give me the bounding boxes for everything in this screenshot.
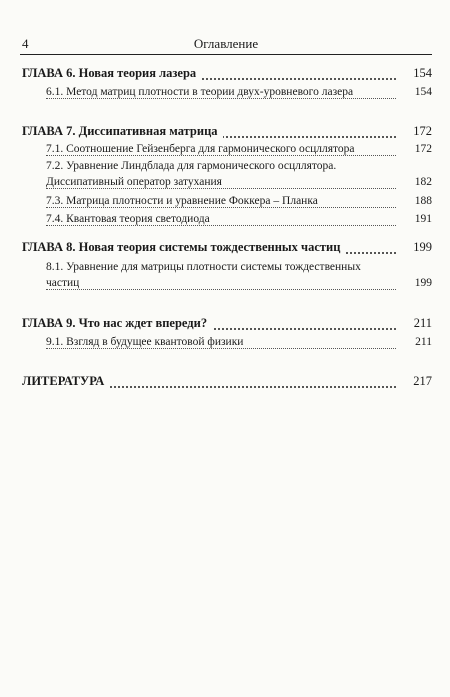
- leader-dots: [46, 348, 396, 349]
- toc-title: ЛИТЕРАТУРА: [22, 374, 109, 389]
- toc-title: 9.1. Взгляд в будущее квантовой физики: [46, 336, 248, 348]
- leader-dots: [46, 98, 396, 99]
- page-number: 4: [22, 36, 29, 51]
- toc-chapter-8[interactable]: [22, 240, 432, 258]
- toc-section-7-4[interactable]: [46, 213, 432, 231]
- toc-page: 191: [398, 213, 432, 225]
- toc-page: 199: [398, 277, 432, 289]
- toc-references[interactable]: [22, 374, 432, 392]
- toc-title: 7.1. Соотношение Гейзенберга для гармонического осцллятора: [46, 143, 360, 155]
- toc-page: 211: [398, 316, 432, 331]
- toc-section-7-1[interactable]: [46, 143, 432, 161]
- leader-dots: [46, 188, 396, 189]
- toc-chapter-9[interactable]: [22, 316, 432, 334]
- toc-page: 217: [398, 374, 432, 389]
- leader-dots: [46, 289, 396, 290]
- toc-title: ГЛАВА 7. Диссипативная матрица: [22, 124, 223, 139]
- toc-page: 172: [398, 124, 432, 139]
- toc-page: 211: [398, 336, 432, 348]
- toc-page: 154: [398, 86, 432, 98]
- toc-section-6-1[interactable]: [46, 86, 432, 104]
- toc-title: частиц: [46, 277, 84, 289]
- toc-section-7-2-line1[interactable]: 7.2. Уравнение Линдблада для гармонического осцллятора.: [46, 160, 337, 172]
- leader-dots: [46, 207, 396, 208]
- toc-title: ГЛАВА 8. Новая теория системы тождественных частиц: [22, 240, 345, 255]
- toc-section-7-2[interactable]: [46, 176, 432, 194]
- running-title: Оглавление: [193, 36, 259, 51]
- toc-page: 182: [398, 176, 432, 188]
- toc-section-8-1[interactable]: [46, 277, 432, 295]
- toc-title: ГЛАВА 6. Новая теория лазера: [22, 66, 201, 81]
- toc-section-9-1[interactable]: [46, 336, 432, 354]
- toc-page: 172: [398, 143, 432, 155]
- toc-title: 6.1. Метод матриц плотности в теории двух-уровневого лазера: [46, 86, 358, 98]
- toc-title: 7.3. Матрица плотности и уравнение Фоккера – Планка: [46, 195, 323, 207]
- toc-page: 199: [398, 240, 432, 255]
- toc-chapter-7[interactable]: [22, 124, 432, 142]
- toc-section-8-1-line1[interactable]: 8.1. Уравнение для матрицы плотности системы тождественных: [46, 261, 361, 273]
- toc-section-7-3[interactable]: [46, 195, 432, 213]
- leader-dots: [46, 225, 396, 226]
- toc-chapter-6[interactable]: [22, 66, 432, 84]
- toc-title: 7.4. Квантовая теория светодиода: [46, 213, 215, 225]
- leader-dots: [46, 155, 396, 156]
- toc-title: Диссипативный оператор затухания: [46, 176, 227, 188]
- toc-page: 188: [398, 195, 432, 207]
- toc-page: 154: [398, 66, 432, 81]
- toc-title: ГЛАВА 9. Что нас ждет впереди?: [22, 316, 212, 331]
